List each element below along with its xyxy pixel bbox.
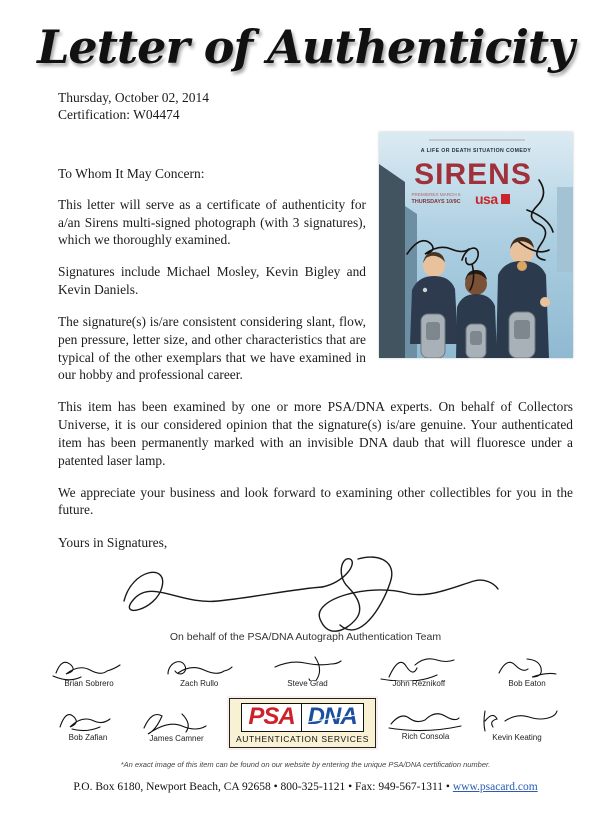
expert-name: Steve Grad	[287, 679, 328, 689]
paragraph-signers: Signatures include Michael Mosley, Kevin Bigley and Kevin Daniels.	[58, 264, 366, 298]
signature-scribble-icon	[385, 706, 465, 734]
radio-center	[466, 324, 486, 358]
certification-line	[58, 107, 573, 124]
closing-line: Yours in Signatures,	[58, 535, 168, 551]
letter-date: Thursday, October 02, 2014	[58, 90, 209, 105]
dna-logo-text: DNA	[302, 704, 363, 731]
team-caption: On behalf of the PSA/DNA Autograph Authentication Team	[169, 631, 442, 644]
footer-contact-line	[0, 781, 611, 793]
usa-network-logo: usa	[475, 190, 498, 207]
signature-scribble-icon	[52, 705, 124, 735]
signature-scribble-icon	[160, 653, 238, 681]
certification-number: W04474	[133, 106, 180, 122]
radio-left	[421, 314, 445, 358]
building-left	[379, 164, 405, 358]
expert-name: Brian Sobrero	[64, 679, 114, 689]
poster-show-title: SIRENS	[414, 157, 532, 191]
expert-name: Rich Consola	[401, 731, 450, 741]
expert-name: Zach Rullo	[180, 679, 219, 689]
signature-scribble-icon	[269, 651, 347, 681]
expert-name: James Camner	[149, 733, 204, 743]
footer-address: P.O. Box 6180, Newport Beach, CA 92658 • 800-325-1121 • Fax: 949-567-1311 •	[73, 781, 450, 794]
signature-scribble-icon	[475, 705, 559, 735]
certification-label: Certification:	[58, 106, 130, 122]
authentication-services-label: AUTHENTICATION SERVICES	[236, 734, 369, 745]
poster-premiere-line1: PREMIERES MARCH 6	[411, 191, 461, 197]
expert-name: Kevin Keating	[492, 732, 542, 742]
psa-logo-text: PSA	[242, 704, 301, 731]
radio-right	[509, 312, 535, 358]
expert-cell	[160, 653, 238, 688]
expert-name: Bob Eaton	[508, 679, 546, 689]
expert-cell	[491, 653, 563, 688]
expert-cell	[475, 705, 559, 742]
signature-scribble-icon	[491, 653, 563, 681]
paragraph-consistency: The signature(s) is/are consistent considering slant, flow, pen pressure, letter size, and other characteristics that are typical of the other exemplars that we have examined in our hobby and professional career.	[58, 313, 366, 383]
poster-tagline: A LIFE OR DEATH SITUATION COMEDY	[420, 147, 532, 154]
signed-photo	[379, 132, 573, 358]
letter-meta	[58, 90, 573, 124]
paragraph-certificate: This letter will serve as a certificate of authenticity for a/an Sirens multi-signed photograph (with 3 signatures), which we thoroughly examined.	[58, 196, 366, 248]
expert-cell	[377, 651, 461, 688]
expert-name: Bob Zafian	[68, 732, 108, 742]
building-right	[557, 187, 573, 272]
letter-body	[0, 90, 611, 551]
credit-line	[429, 139, 525, 141]
salutation: To Whom It May Concern:	[58, 165, 205, 181]
paragraph-examination: This item has been examined by one or more PSA/DNA experts. On behalf of Collectors Universe, it is our considered opinion that the signature(s) is/are genuine. Your authenticated item has been permanently marked with an invisible DNA daub that will fluoresce under a patented laser lamp.	[58, 399, 573, 468]
signature-scribble-icon	[134, 704, 220, 736]
page-title: Letter of Authenticity	[37, 20, 574, 74]
footer-website-link[interactable]: www.psacard.com	[452, 781, 538, 794]
certification-footnote: *An exact image of this item can be found on our website by entering the unique PSA/DNA certification number.	[120, 760, 491, 770]
usa-logo-block	[501, 194, 510, 204]
expert-cell	[48, 653, 130, 688]
expert-signature-row-2	[0, 698, 611, 748]
expert-cell	[134, 704, 220, 743]
expert-name: John Reznikoff	[392, 679, 446, 689]
expert-cell	[269, 651, 347, 688]
psa-dna-logo-box	[241, 703, 363, 732]
signature-scribble-icon	[48, 653, 130, 681]
poster-premiere-line2: THURSDAYS 10/9C	[411, 198, 461, 205]
psa-dna-logo	[229, 698, 376, 748]
expert-cell	[385, 706, 465, 741]
paragraph-appreciation: We appreciate your business and look forward to examining other collectibles for you in the future.	[58, 484, 573, 518]
sirens-poster-image	[379, 132, 573, 358]
letter-of-authenticity-page	[0, 20, 611, 820]
expert-cell	[52, 705, 124, 742]
expert-signature-row-1	[0, 651, 611, 688]
signature-scribble-icon	[377, 651, 461, 681]
